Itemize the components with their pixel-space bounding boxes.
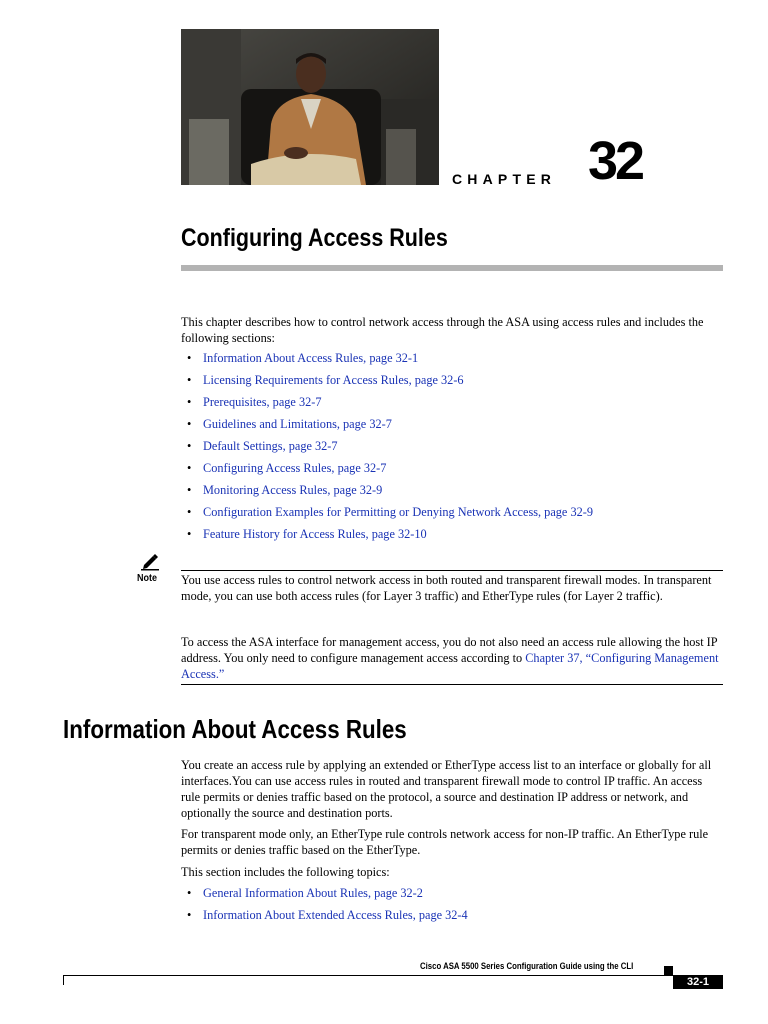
toc-link[interactable]: Configuring Access Rules, page 32-7 xyxy=(203,461,387,475)
topic-link[interactable]: Information About Extended Access Rules, page 32-4 xyxy=(203,908,468,922)
section-paragraph: For transparent mode only, an EtherType rule controls network access for non-IP traffic. An EtherType rule permits or denies traffic based on the EtherType. xyxy=(181,827,709,857)
chapter-37-link[interactable]: Chapter 37, “Configuring Management Access.” xyxy=(181,651,719,681)
note-text: To access the ASA interface for management access, you do not also need an access rule allowing the host IP address. You only need to configure management access according to xyxy=(181,635,718,665)
toc-item[interactable] xyxy=(181,438,593,460)
chapter-number: 32 xyxy=(588,131,643,191)
toc-link[interactable]: Licensing Requirements for Access Rules, page 32-6 xyxy=(203,373,464,387)
toc-item[interactable] xyxy=(181,526,593,548)
section-paragraph: This section includes the following topics: xyxy=(181,865,390,879)
topic-link[interactable]: General Information About Rules, page 32-2 xyxy=(203,886,423,900)
pencil-note-icon xyxy=(140,551,160,571)
toc-link[interactable]: Monitoring Access Rules, page 32-9 xyxy=(203,483,383,497)
bullet-icon: • xyxy=(187,395,192,409)
toc-item[interactable] xyxy=(181,372,593,394)
section-heading: Information About Access Rules xyxy=(63,714,407,744)
toc-item[interactable] xyxy=(181,504,593,526)
footer-guide-title: Cisco ASA 5500 Series Configuration Guide using the CLI xyxy=(420,961,634,972)
toc-link[interactable]: Feature History for Access Rules, page 32-10 xyxy=(203,527,427,541)
toc-item[interactable] xyxy=(181,482,593,504)
toc-item[interactable] xyxy=(181,416,593,438)
chapter-toc xyxy=(181,350,593,548)
section-paragraph: You create an access rule by applying an extended or EtherType access list to an interface or globally for all interfaces.You can use access rules in routed and transparent firewall mode to control IP traffic. An access rule permits or denies traffic based on the protocol, a source and destination IP address or network, and optionally the source and destination ports. xyxy=(181,758,712,820)
bullet-icon: • xyxy=(187,886,192,900)
note-label: Note xyxy=(137,573,158,584)
footer-rule xyxy=(63,975,723,976)
title-rule xyxy=(181,265,723,271)
toc-link[interactable]: Configuration Examples for Permitting or Denying Network Access, page 32-9 xyxy=(203,505,593,519)
footer-tick xyxy=(63,975,64,985)
bullet-icon: • xyxy=(187,351,192,365)
intro-paragraph: This chapter describes how to control network access through the ASA using access rules and includes the following sections: xyxy=(181,315,704,345)
chapter-photo xyxy=(181,29,439,185)
note-rule-bottom xyxy=(181,684,723,685)
toc-link[interactable]: Default Settings, page 32-7 xyxy=(203,439,338,453)
bullet-icon: • xyxy=(187,461,192,475)
toc-item[interactable] xyxy=(181,350,593,372)
note-rule-top xyxy=(181,570,723,571)
bullet-icon: • xyxy=(187,439,192,453)
note-paragraph xyxy=(181,634,723,682)
bullet-icon: • xyxy=(187,483,192,497)
bullet-icon: • xyxy=(187,505,192,519)
page-number: 32-1 xyxy=(673,976,723,989)
bullet-icon: • xyxy=(187,373,192,387)
toc-link[interactable]: Guidelines and Limitations, page 32-7 xyxy=(203,417,392,431)
bullet-icon: • xyxy=(187,908,192,922)
topic-item[interactable] xyxy=(181,907,468,929)
toc-item[interactable] xyxy=(181,460,593,482)
toc-item[interactable] xyxy=(181,394,593,416)
note-paragraph: You use access rules to control network access in both routed and transparent firewall modes. In transparent mode, you can use both access rules (for Layer 3 traffic) and EtherType rules (for Layer 2 traffic). xyxy=(181,573,712,603)
bullet-icon: • xyxy=(187,527,192,541)
topic-item[interactable] xyxy=(181,885,468,907)
toc-link[interactable]: Prerequisites, page 32-7 xyxy=(203,395,322,409)
bullet-icon: • xyxy=(187,417,192,431)
toc-link[interactable]: Information About Access Rules, page 32-1 xyxy=(203,351,419,365)
footer-marker xyxy=(664,966,673,975)
chapter-title: Configuring Access Rules xyxy=(181,224,448,252)
chapter-label: CHAPTER xyxy=(452,171,557,187)
section-topics xyxy=(181,885,468,929)
